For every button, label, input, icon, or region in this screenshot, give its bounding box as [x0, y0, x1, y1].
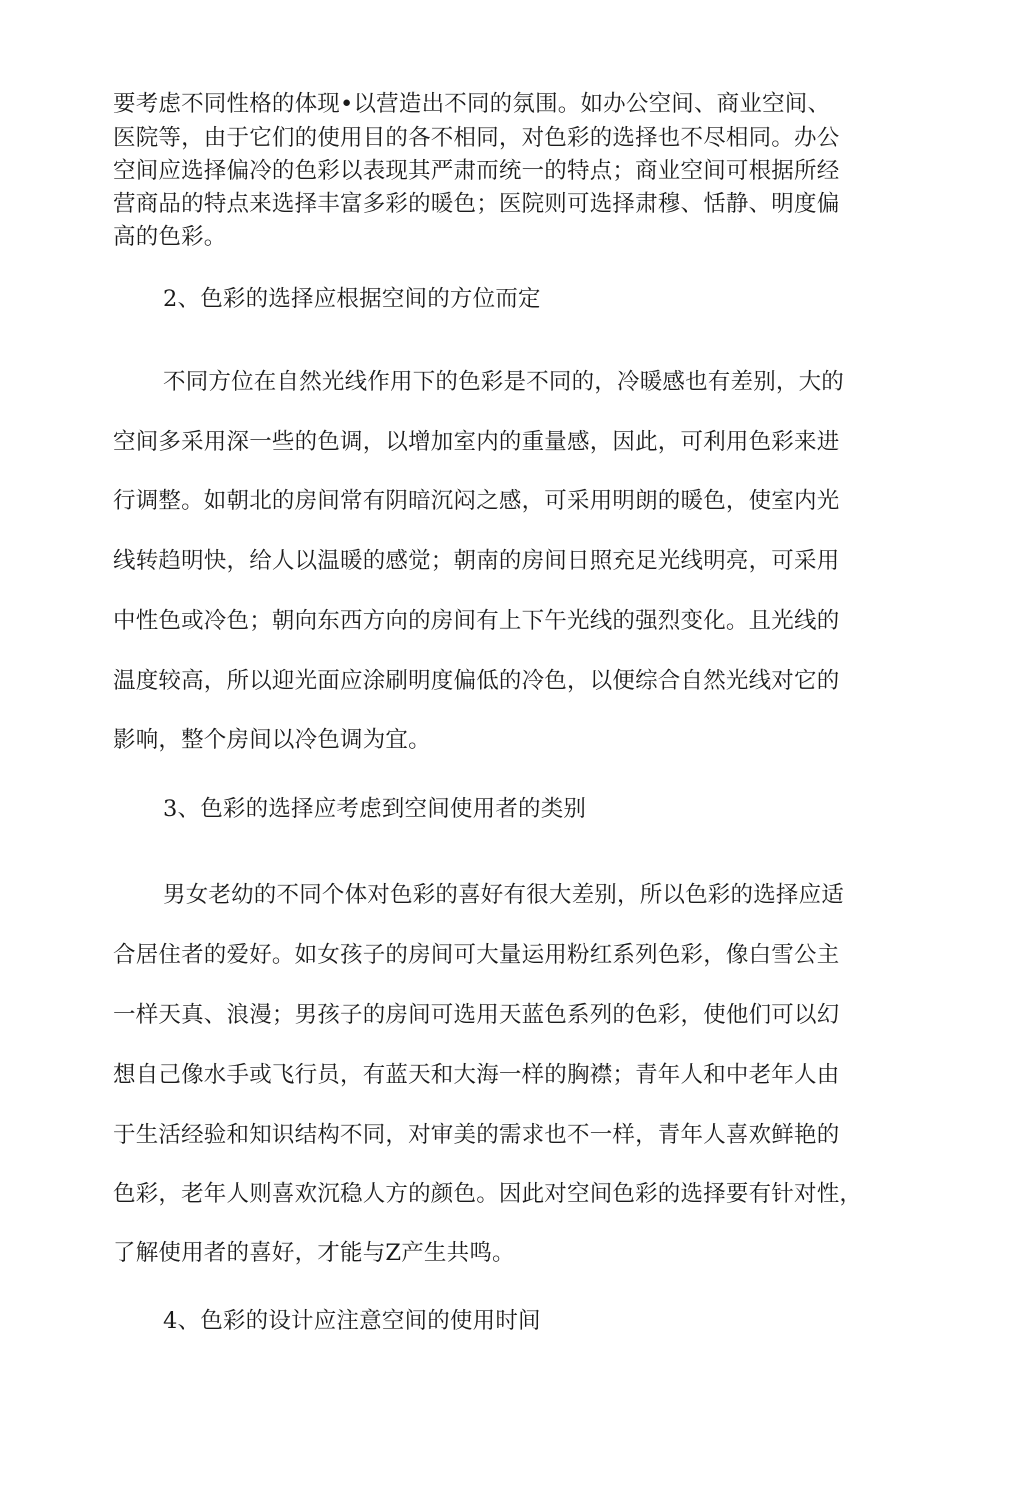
- paragraph-line: 中性色或冷色；朝向东西方向的房间有上下午光线的强烈变化。且光线的: [113, 608, 840, 634]
- paragraph-line: 医院等，由于它们的使用目的各不相同，对色彩的选择也不尽相同。办公: [113, 125, 840, 151]
- paragraph-line: 温度较高，所以迎光面应涂刷明度偏低的冷色，以便综合自然光线对它的: [113, 668, 840, 694]
- paragraph-line: 行调整。如朝北的房间常有阴暗沉闷之感，可采用明朗的暖色，使室内光: [113, 488, 840, 514]
- paragraph-line: 空间多采用深一些的色调，以增加室内的重量感，因此，可利用色彩来进: [113, 429, 840, 455]
- paragraph-line: 于生活经验和知识结构不同，对审美的需求也不一样，青年人喜欢鲜艳的: [113, 1122, 840, 1148]
- paragraph-line: 影响，整个房间以冷色调为宜。: [113, 727, 431, 753]
- paragraph-line: 一样天真、浪漫；男孩子的房间可选用天蓝色系列的色彩，使他们可以幻: [113, 1002, 840, 1028]
- paragraph-line: 空间应选择偏冷的色彩以表现其严肃而统一的特点；商业空间可根据所经: [113, 158, 840, 184]
- section-heading: 3、色彩的选择应考虑到空间使用者的类别: [163, 796, 587, 822]
- paragraph-line: 色彩，老年人则喜欢沉稳人方的颜色。因此对空间色彩的选择要有针对性，: [113, 1181, 863, 1207]
- paragraph-line: 线转趋明快，给人以温暖的感觉；朝南的房间日照充足光线明亮，可采用: [113, 548, 840, 574]
- paragraph-line: 想自己像水手或飞行员，有蓝天和大海一样的胸襟；青年人和中老年人由: [113, 1062, 840, 1088]
- paragraph-line: 不同方位在自然光线作用下的色彩是不同的，冷暖感也有差别，大的: [163, 369, 845, 395]
- paragraph-line: 男女老幼的不同个体对色彩的喜好有很大差别，所以色彩的选择应适: [163, 882, 845, 908]
- paragraph-line: 营商品的特点来选择丰富多彩的暖色；医院则可选择肃穆、恬静、明度偏: [113, 191, 840, 217]
- paragraph-line: 高的色彩。: [113, 224, 227, 250]
- paragraph-line: 了解使用者的喜好，才能与Z产生共鸣。: [113, 1240, 515, 1266]
- paragraph-line: 合居住者的爱好。如女孩子的房间可大量运用粉红系列色彩，像白雪公主: [113, 942, 840, 968]
- section-heading: 4、色彩的设计应注意空间的使用时间: [163, 1308, 541, 1334]
- paragraph-line: 要考虑不同性格的体现•以营造出不同的氛围。如办公空间、商业空间、: [113, 91, 831, 117]
- section-heading: 2、色彩的选择应根据空间的方位而定: [163, 286, 541, 312]
